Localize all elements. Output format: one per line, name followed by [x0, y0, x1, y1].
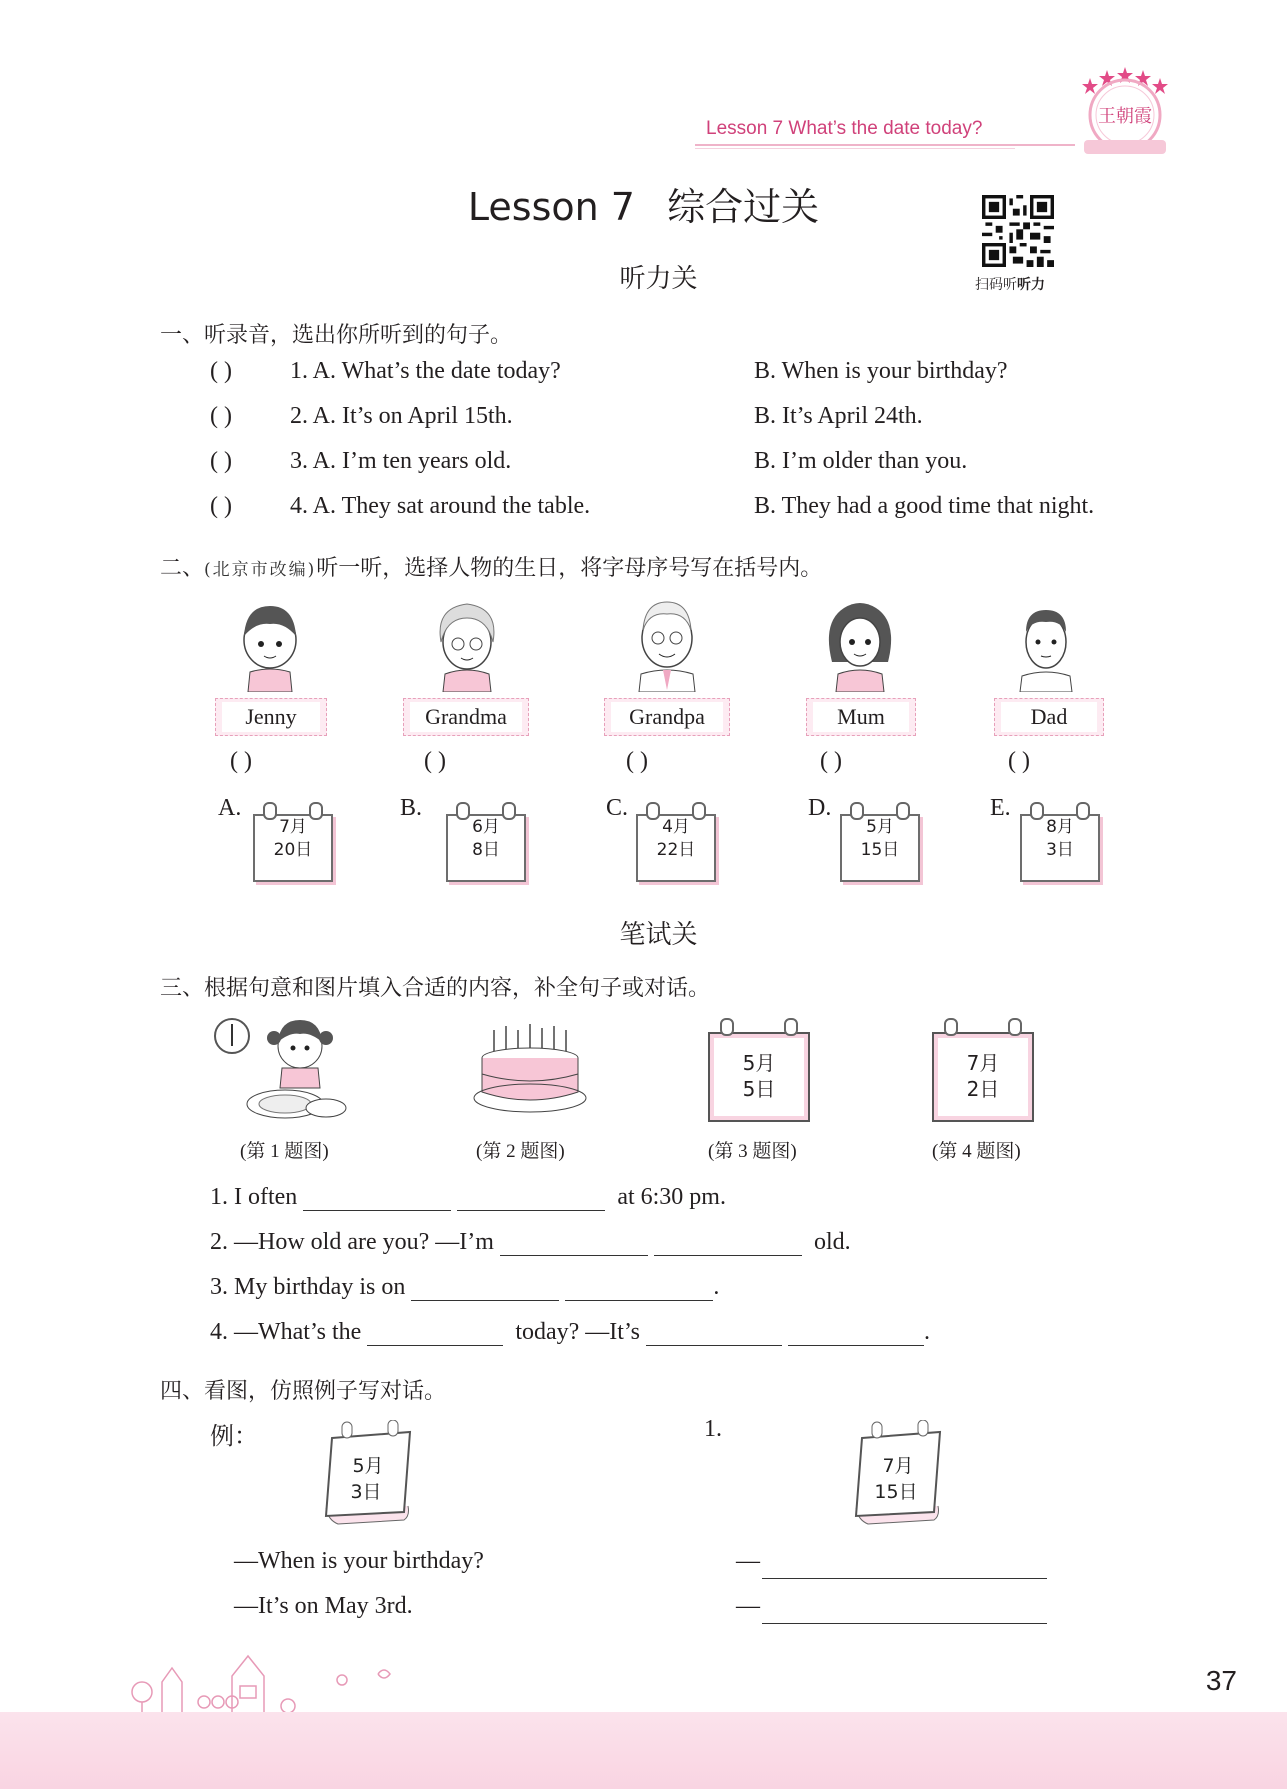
footer-decoration: [120, 1646, 420, 1716]
lesson-name: 综合过关: [667, 185, 820, 229]
brand-logo: [1070, 60, 1180, 160]
dad-illustration: [1004, 592, 1088, 692]
qr-code-icon[interactable]: [982, 195, 1054, 267]
s1-item-1: ( ) 1. A. What’s the date today? B. When is your birthday?: [210, 358, 1008, 384]
answer-blank[interactable]: [411, 1276, 559, 1301]
svg-text:5月: 5月: [352, 1455, 384, 1477]
qr-caption: 扫码听听力: [975, 277, 1045, 293]
calendar-icon: 5月 15日: [840, 814, 920, 882]
answer-line[interactable]: [762, 1576, 1047, 1579]
lesson-label: Lesson 7: [467, 185, 635, 229]
s3-question-4: 4. —What’s the today? —It’s .: [210, 1319, 930, 1345]
answer-blank[interactable]: [654, 1231, 802, 1256]
answer-paren[interactable]: ( ): [1008, 748, 1030, 774]
s3-question-3: 3. My birthday is on .: [210, 1274, 720, 1300]
s1-item-2: ( ) 2. A. It’s on April 15th. B. It’s April 24th.: [210, 403, 923, 429]
answer-blank[interactable]: [788, 1321, 924, 1346]
example-label: 例：: [210, 1424, 258, 1450]
example-answer: —It’s on May 3rd.: [234, 1593, 413, 1619]
calendar-icon: 5月 5日: [708, 1032, 810, 1122]
grandpa-illustration: [625, 590, 709, 692]
s3-question-2: 2. —How old are you? —I’m old.: [210, 1229, 851, 1255]
header-rule-thin: [695, 148, 1015, 149]
answer-line[interactable]: [762, 1621, 1047, 1624]
svg-text:7月: 7月: [882, 1455, 914, 1477]
option-label: B.: [400, 795, 423, 821]
mum-illustration: [818, 592, 902, 692]
figure-caption: (第 3 题图): [708, 1141, 797, 1162]
girl-eating-illustration: [210, 1012, 360, 1122]
dash: —: [736, 1593, 760, 1619]
answer-paren[interactable]: ( ): [820, 748, 842, 774]
answer-paren[interactable]: ( ): [210, 403, 232, 429]
answer-blank[interactable]: [500, 1231, 648, 1256]
section1-heading: 一、听录音，选出你所听到的句子。: [160, 323, 513, 348]
s3-question-1: 1. I often at 6:30 pm.: [210, 1184, 726, 1210]
desk-calendar-icon: [848, 1420, 948, 1532]
header-rule: [695, 144, 1075, 146]
figure-caption: (第 1 题图): [240, 1141, 329, 1162]
option-label: D.: [808, 795, 832, 821]
option-label: E.: [990, 795, 1011, 821]
figure-caption: (第 4 题图): [932, 1141, 1021, 1162]
dash: —: [736, 1548, 760, 1574]
name-tag-grandma: Grandma: [403, 698, 529, 736]
page-title: [0, 176, 1287, 231]
example-question: —When is your birthday?: [234, 1548, 484, 1574]
answer-paren[interactable]: ( ): [210, 493, 232, 519]
calendar-icon: 4月 22日: [636, 814, 716, 882]
brand-logo-text: 王朝霞: [1098, 106, 1152, 127]
name-tag-dad: Dad: [994, 698, 1104, 736]
figure-caption: (第 2 题图): [476, 1141, 565, 1162]
svg-text:15日: 15日: [874, 1481, 918, 1503]
answer-paren[interactable]: ( ): [424, 748, 446, 774]
name-tag-mum: Mum: [806, 698, 916, 736]
writing-title: 笔试关: [619, 920, 698, 950]
calendar-icon: 8月 3日: [1020, 814, 1100, 882]
grandma-illustration: [425, 592, 509, 692]
answer-paren[interactable]: ( ): [210, 448, 232, 474]
answer-paren[interactable]: ( ): [230, 748, 252, 774]
answer-blank[interactable]: [565, 1276, 713, 1301]
s1-item-4: ( ) 4. A. They sat around the table. B. They had a good time that night.: [210, 493, 1095, 519]
jenny-illustration: [228, 592, 312, 692]
option-label: C.: [606, 795, 629, 821]
svg-text:3日: 3日: [350, 1481, 382, 1503]
section4-heading: 四、看图，仿照例子写对话。: [160, 1379, 447, 1404]
name-tag-grandpa: Grandpa: [604, 698, 730, 736]
answer-paren[interactable]: ( ): [626, 748, 648, 774]
name-tag-jenny: Jenny: [215, 698, 327, 736]
birthday-cake-illustration: [470, 1022, 590, 1122]
answer-blank[interactable]: [367, 1321, 503, 1346]
answer-blank[interactable]: [457, 1186, 605, 1211]
calendar-icon: 6月 8日: [446, 814, 526, 882]
running-header: Lesson 7 What’s the date today?: [706, 118, 983, 139]
calendar-icon: 7月 2日: [932, 1032, 1034, 1122]
question-label: 1.: [704, 1416, 722, 1442]
answer-blank[interactable]: [646, 1321, 782, 1346]
desk-calendar-icon: [318, 1420, 418, 1532]
answer-paren[interactable]: ( ): [210, 358, 232, 384]
calendar-icon: 7月 20日: [253, 814, 333, 882]
s1-item-3: ( ) 3. A. I’m ten years old. B. I’m older than you.: [210, 448, 968, 474]
section2-heading: 二、(北京市改编)听一听，选择人物的生日，将字母序号写在括号内。: [160, 556, 823, 581]
listening-title: 听力关: [619, 264, 698, 294]
page-number: 37: [1205, 1665, 1237, 1696]
section3-heading: 三、根据句意和图片填入合适的内容，补全句子或对话。: [160, 976, 711, 1001]
footer-band: [0, 1712, 1287, 1789]
answer-blank[interactable]: [303, 1186, 451, 1211]
option-label: A.: [218, 795, 242, 821]
